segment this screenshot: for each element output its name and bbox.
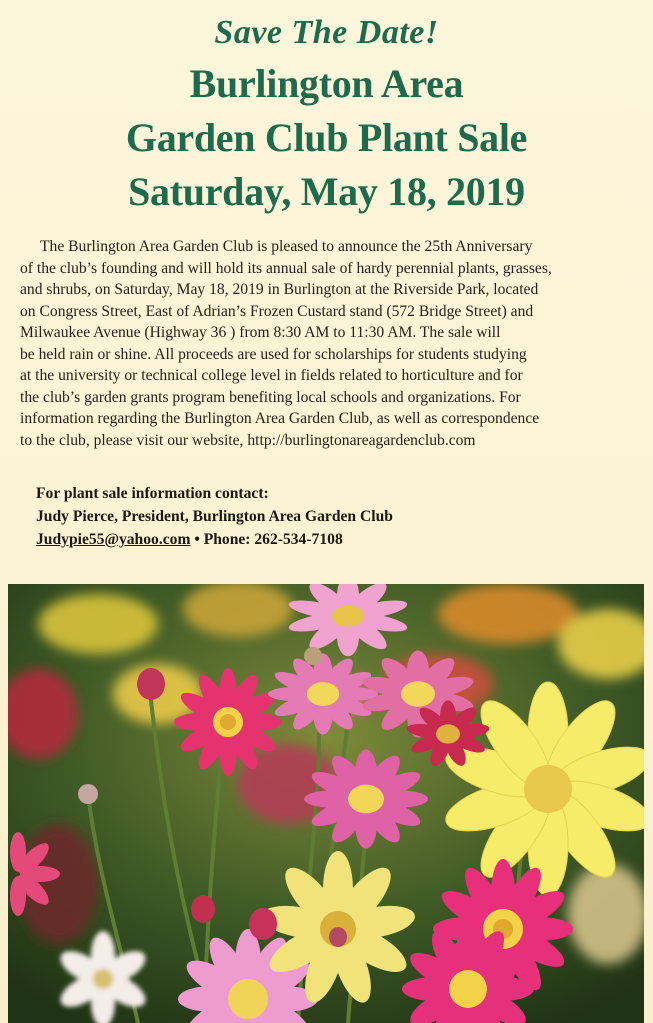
contact-details <box>36 528 636 551</box>
announcement-line: the club’s garden grants program benefiting local schools and organizations. For <box>20 388 521 406</box>
announcement-line: of the club’s founding and will hold its annual sale of hardy perennial plants, grasses, <box>20 259 552 277</box>
title-line-2: Garden Club Plant Sale <box>125 115 528 160</box>
flower-photo <box>8 584 644 1023</box>
announcement-line: to the club, please visit our website, http://burlingtonareagardenclub.com <box>20 431 476 449</box>
announcement-line: on Congress Street, East of Adrian’s Frozen Custard stand (572 Bridge Street) and <box>20 302 534 320</box>
contact-block <box>36 482 636 551</box>
announcement-paragraph <box>20 236 642 451</box>
title-line-1: Burlington Area <box>189 61 464 106</box>
event-date: Saturday, May 18, 2019 <box>128 169 525 214</box>
announcement-line: Milwaukee Avenue (Highway 36 ) from 8:30 AM to 11:30 AM. The sale will <box>20 324 501 341</box>
announcement-line: be held rain or shine. All proceeds are used for scholarships for students studying <box>20 345 527 363</box>
contact-heading: For plant sale information contact: <box>36 485 269 502</box>
announcement-line: at the university or technical college level in fields related to horticulture and for <box>20 367 523 384</box>
save-the-date-heading: Save The Date! <box>214 14 439 51</box>
announcement-line: The Burlington Area Garden Club is pleased to announce the 25th Anniversary <box>40 238 533 255</box>
announcement-line: and shrubs, on Saturday, May 18, 2019 in Burlington at the Riverside Park, located <box>20 281 539 298</box>
phone-number: Phone: 262-534-7108 <box>203 531 343 548</box>
separator-dot: • <box>190 531 204 548</box>
announcement-line: information regarding the Burlington Area Garden Club, as well as correspondence <box>20 410 540 427</box>
email-link[interactable]: Judypie55@yahoo.com <box>36 531 191 548</box>
contact-person: Judy Pierce, President, Burlington Area Garden Club <box>36 508 393 525</box>
